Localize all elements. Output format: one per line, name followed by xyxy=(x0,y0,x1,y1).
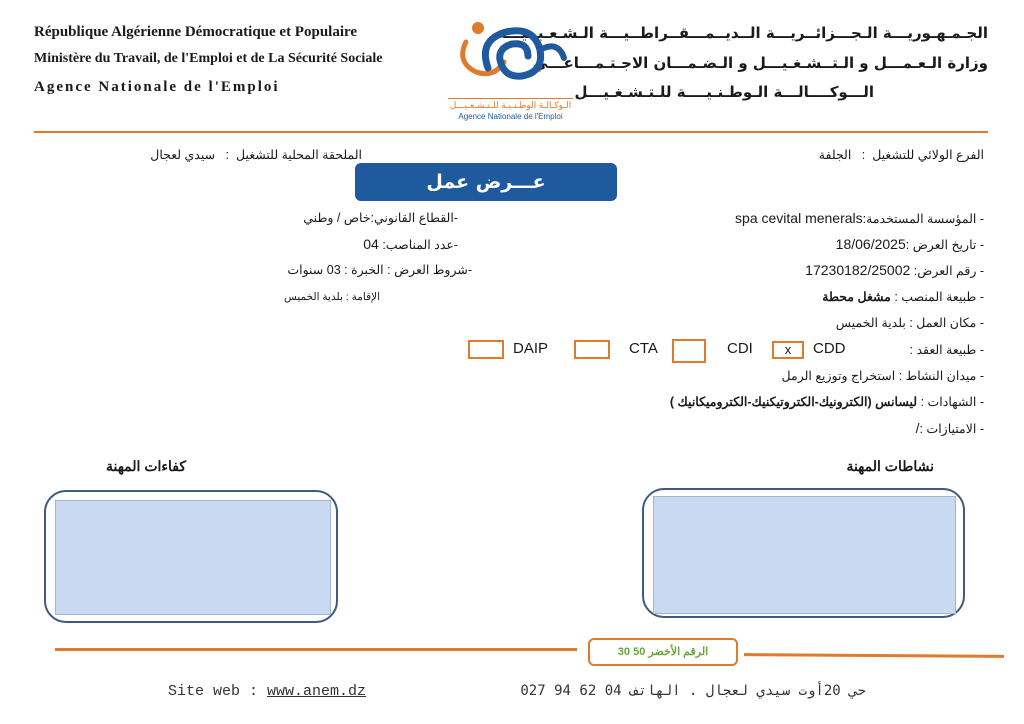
cdd-label: CDD xyxy=(813,340,846,357)
sector-field xyxy=(303,210,458,225)
employer-label: - المؤسسة المستخدمة: xyxy=(862,212,984,226)
local-branch: الملحقة المحلية للتشغيل : سيدي لعجال xyxy=(150,148,362,162)
cta-checkbox[interactable] xyxy=(574,340,610,359)
positions-count-value: 04 xyxy=(363,236,379,252)
sector-label: -القطاع القانوني: xyxy=(370,211,458,225)
contract-field xyxy=(910,342,984,357)
daip-label: DAIP xyxy=(513,340,549,357)
footer-site-label: Site web : xyxy=(168,683,268,700)
date-label: - تاريخ العرض : xyxy=(905,238,984,252)
activities-title: نشاطات المهنة xyxy=(846,458,934,474)
benefits-label: - الامتيازات : xyxy=(919,422,984,436)
position-field xyxy=(822,289,984,304)
offer-title: عـــرض عمل xyxy=(355,163,617,201)
residence-field: الإقامة : بلدية الخميس xyxy=(283,291,380,303)
cta-label: CTA xyxy=(629,340,658,357)
benefits-value: / xyxy=(915,420,920,436)
header-ar-line1: الجـمـهـوريـــة الـجـــزائــريـــة الــديــمـــقــراطــيـــة الـشـعـبــيـــة xyxy=(496,24,988,42)
offer-number-label: - رقم العرض: xyxy=(913,264,984,278)
header-fr-line1: République Algérienne Démocratique et Populaire xyxy=(34,24,358,40)
wilaya-branch-label: الفرع الولائي للتشغيل xyxy=(872,148,984,162)
conditions-field xyxy=(287,262,472,277)
local-branch-label: الملحقة المحلية للتشغيل xyxy=(235,148,362,162)
date-field xyxy=(836,236,984,252)
daip-checkbox[interactable] xyxy=(468,340,504,359)
header-fr-line2: Ministère du Travail, de l'Emploi et de La Sécurité Sociale xyxy=(34,51,383,66)
header-ar-line3: الـــوكــــالـــة الـوطـنـيــــة للـتـشـغـيـــل xyxy=(574,83,874,101)
certificates-label: - الشهادات : xyxy=(920,395,984,409)
green-number-badge: الرقم الأخضر 50 30 xyxy=(588,638,738,666)
footer-website xyxy=(168,683,366,700)
cdd-checkbox[interactable] xyxy=(772,341,804,359)
employer-field xyxy=(735,210,984,226)
anem-logo-icon xyxy=(448,10,573,90)
workplace-field xyxy=(836,315,984,330)
workplace-label: - مكان العمل : xyxy=(909,316,984,330)
skills-title: كفاءات المهنة xyxy=(106,458,186,474)
header-fr-line3: Agence Nationale de l'Emploi xyxy=(34,79,280,95)
wilaya-branch-value: الجلفة xyxy=(818,148,852,162)
sector-value: خاص / وطني xyxy=(303,211,371,225)
contract-label: - طبيعة العقد : xyxy=(909,343,984,357)
employer-value: spa cevital menerals xyxy=(735,210,863,226)
logo-ar-name: الـوكـالـة الوطـنـيـة للـتـشـغـيـــل xyxy=(449,100,572,110)
activity-value: استخراج وتوزيع الرمل xyxy=(781,369,896,383)
skills-area[interactable] xyxy=(55,500,331,615)
cdd-check-mark: x xyxy=(784,342,792,357)
activities-box[interactable] xyxy=(642,488,965,618)
activity-label: - ميدان النشاط : xyxy=(898,369,984,383)
activities-area[interactable] xyxy=(653,496,956,614)
benefits-field xyxy=(916,420,984,436)
footer-site-link[interactable]: www.anem.dz xyxy=(267,683,367,700)
footer-line-right xyxy=(744,653,1004,658)
workplace-value: بلدية الخميس xyxy=(835,316,906,330)
offer-number-value: 17230182/25002 xyxy=(805,262,911,278)
cdi-checkbox[interactable] xyxy=(672,339,706,363)
activity-field xyxy=(782,368,984,383)
local-branch-value: سيدي لعجال xyxy=(150,148,216,162)
position-value: مشغل محطة xyxy=(822,290,891,304)
conditions-label: -شروط العرض : الخبرة : xyxy=(344,263,472,277)
date-value: 18/06/2025 xyxy=(835,236,906,252)
conditions-value: 03 سنوات xyxy=(287,263,341,277)
logo-fr-name: Agence Nationale de l'Emploi xyxy=(458,112,563,121)
footer-line-left xyxy=(55,648,577,651)
cdi-label: CDI xyxy=(727,340,753,357)
footer-address: حي 20أوت سيدي لعجال . الهاتف 04 62 94 027 xyxy=(520,683,866,699)
positions-count-label: -عدد المناصب: xyxy=(382,238,458,252)
offer-number-field xyxy=(805,262,984,278)
header-divider xyxy=(34,131,988,133)
wilaya-branch: الفرع الولائي للتشغيل : الجلفة xyxy=(818,148,984,162)
certificates-field xyxy=(670,394,984,409)
position-label: - طبيعة المنصب : xyxy=(894,290,984,304)
certificates-value: ليسانس (الكترونيك-الكتروتيكنيك-الكتروميكانيك ) xyxy=(669,395,918,409)
header-ar-line2: وزارة الـعـمـــل و الـتــشـغـيـــل و الـضـمـــان الاجـتـمـــاعـــي xyxy=(532,54,988,72)
anem-logo xyxy=(448,10,573,122)
skills-box[interactable] xyxy=(44,490,338,623)
positions-count-field xyxy=(363,236,458,252)
